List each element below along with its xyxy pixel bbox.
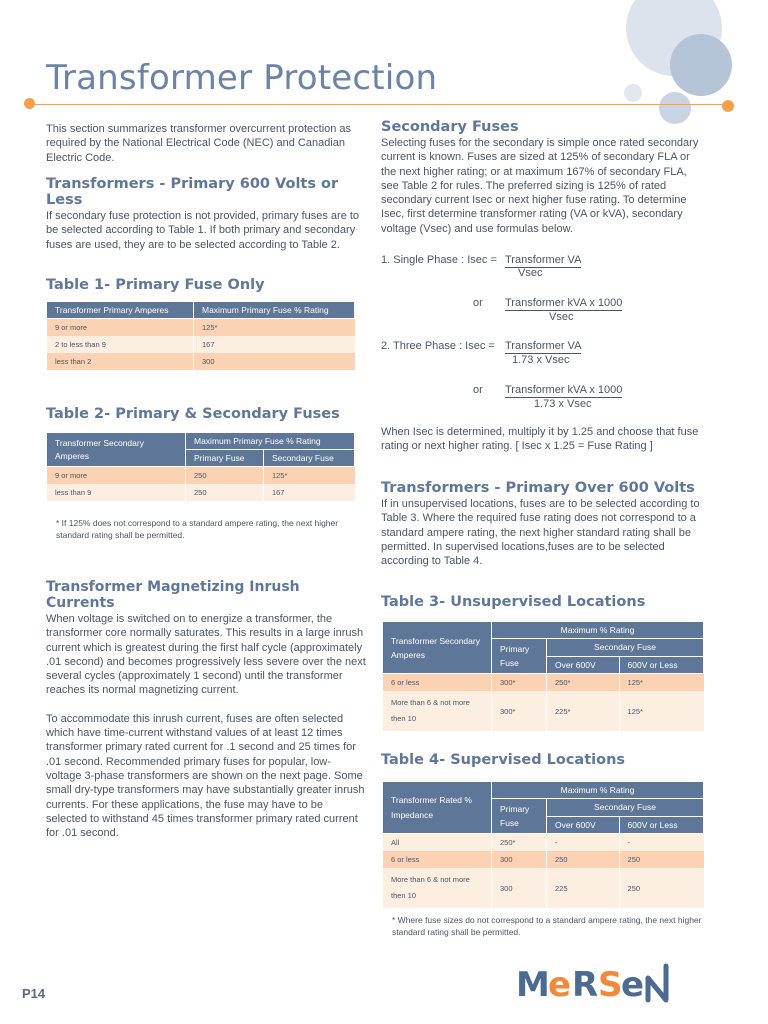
table-row [383, 851, 704, 868]
table-row [383, 834, 704, 852]
table-row [383, 691, 704, 731]
formula3-label: 2. Three Phase : Isec = [381, 340, 495, 352]
table-row [47, 484, 355, 501]
inrush-p2: To accommodate this inrush current, fuses are often selected which have time-current withstand values of at least 12 times transformer primary rated current for .1 second and 25 times for .01 second. Recommended primary fuses for popular, low-voltage 3-phase transformers are shown on the next page. Some small dry-type transformers may have substantially greater inrush currents. For these applications, the fuse may have to be selected to withstand 45 times transformer primary rated current for .01 second. [46, 712, 365, 840]
table1-cell: 9 or more [47, 319, 194, 337]
table3-cell: More than 6 & not more then 10 [383, 691, 492, 731]
svg-text:S: S [598, 965, 624, 1005]
table2-cell: 9 or more [47, 467, 186, 485]
table1-cell: less than 2 [47, 353, 194, 370]
table4-cell: 250 [547, 851, 620, 868]
table4-header-primary: Primary Fuse [492, 799, 547, 834]
table1-heading-wrap [46, 277, 265, 293]
secondary-after: When Isec is determined, multiply it by 1.25 and choose that fuse rating or next higher rating. [ Isec x 1.25 = Fuse Rating ] [381, 426, 699, 453]
table4-cell: 6 or less [383, 851, 492, 868]
table3-cell: 125* [619, 674, 703, 692]
decor-circle-medium [670, 34, 732, 96]
table4-header-600less: 600V or Less [619, 816, 703, 834]
table4-cell: - [619, 834, 703, 852]
formula-or-2: or [473, 384, 483, 396]
table4-note: * Where fuse sizes do not correspond to a standard ampere rating, the next higher standard rating shall be permitted. [392, 915, 702, 937]
table-row [47, 353, 355, 370]
table2 [46, 432, 355, 501]
intro-text: This section summarizes transformer overcurrent protection as required by the National Electrical Code (NEC) and Canadian Electric Code. [46, 123, 352, 164]
table4-cell: 250* [492, 834, 547, 852]
table-row [47, 467, 355, 485]
rule-dot-right [722, 100, 734, 112]
formula-or-1: or [473, 297, 483, 309]
table4-cell: 250 [619, 868, 703, 908]
table-row [383, 674, 704, 692]
inrush-section [46, 579, 366, 840]
formula2-den: Vsec [549, 311, 574, 323]
svg-text:e: e [621, 965, 646, 1005]
table3-header-over600: Over 600V [547, 656, 620, 674]
table1-cell: 167 [194, 336, 355, 353]
table3-cell: 6 or less [383, 674, 492, 692]
formula4-num-text: Transformer kVA x 1000 [505, 384, 623, 396]
inrush-heading: Transformer Magnetizing Inrush Currents [46, 579, 300, 611]
formula3-num-text: Transformer VA [505, 340, 582, 352]
title-rule [30, 104, 730, 105]
formula1-den: Vsec [518, 267, 543, 279]
table2-cell: 250 [186, 467, 264, 485]
table3-cell: 125* [619, 691, 703, 731]
table2-heading: Table 2- Primary & Secondary Fuses [46, 406, 340, 422]
table2-header-group: Maximum Primary Fuse % Rating [186, 433, 355, 450]
table3-header-secondary: Secondary Fuse [547, 639, 704, 657]
formula4-den: 1.73 x Vsec [534, 398, 592, 410]
svg-text:R: R [572, 965, 600, 1005]
table4-header-group: Maximum % Rating [492, 782, 704, 799]
table3-cell: 250* [547, 674, 620, 692]
secondary-heading: Secondary Fuses [381, 119, 519, 135]
secondary-text: Selecting fuses for the secondary is simple once rated secondary current is known. Fuses are sized at 125% of secondary FLA or the next higher rating; or at maximum 167% of secondary FLA, see Table 2 for rules. The preferred sizing is 125% of rated secondary current Isec or next higher fuse rating. To determine Isec, first determine transformer rating (VA or kVA), secondary voltage (Vsec) and use formulas below. [381, 137, 699, 235]
svg-text:e: e [548, 965, 573, 1005]
table3 [382, 621, 704, 731]
table3-header-600less: 600V or Less [619, 656, 703, 674]
table2-header-col1: Transformer Secondary Amperes [47, 433, 186, 467]
primary600-text: If secondary fuse protection is not provided, primary fuses are to be selected according to Table 1. If both primary and secondary fuses are used, they are to be selected according to Table 2. [46, 210, 360, 251]
table4-cell: More than 6 & not more then 10 [383, 868, 492, 908]
over600-section [381, 480, 711, 568]
formula3-num [505, 340, 581, 354]
table4-heading: Table 4- Supervised Locations [381, 752, 626, 768]
mersen-logo-icon [516, 960, 706, 1012]
table-row [383, 868, 704, 908]
formula4-num [505, 384, 622, 398]
table-row [47, 319, 355, 337]
primary600-section [46, 176, 366, 252]
table3-heading-wrap [381, 594, 645, 610]
primary600-heading: Transformers - Primary 600 Volts or Less [46, 176, 339, 208]
table4-cell: 250 [619, 851, 703, 868]
formula2-num-text: Transformer kVA x 1000 [505, 297, 623, 309]
table4-header-col1: Transformer Rated % Impedance [383, 782, 492, 834]
table1-cell: 125* [194, 319, 355, 337]
table3-heading: Table 3- Unsupervised Locations [381, 594, 646, 610]
page-number: P14 [22, 986, 46, 1001]
table2-heading-wrap [46, 406, 340, 422]
table1-cell: 300 [194, 353, 355, 370]
table4-cell: 300 [492, 851, 547, 868]
table2-cell: 250 [186, 484, 264, 501]
table3-cell: 300* [492, 691, 547, 731]
table1-header-col1: Transformer Primary Amperes [47, 302, 194, 319]
secondary-section [381, 119, 703, 236]
formula3-den: 1.73 x Vsec [512, 354, 570, 366]
table2-header-primary: Primary Fuse [186, 450, 264, 467]
table4 [382, 781, 704, 908]
rule-dot-left [24, 98, 35, 109]
table2-header-secondary: Secondary Fuse [263, 450, 354, 467]
formula1-num [505, 254, 581, 268]
table4-heading-wrap [381, 752, 625, 768]
over600-text: If in unsupervised locations, fuses are to be selected according to Table 3. Where the required fuse rating does not correspond to a standard ampere rating, the next higher standard rating shall be permitted. In supervised locations,fuses are to be selected according to Table 4. [381, 498, 700, 568]
table1-header-col2: Maximum Primary Fuse % Rating [194, 302, 355, 319]
decor-circle-tiny [624, 84, 642, 102]
mersen-logo [516, 960, 706, 1021]
table4-cell: 300 [492, 868, 547, 908]
formula2-num [505, 297, 622, 311]
table3-header-col1: Transformer Secondary Amperes [383, 622, 492, 674]
table2-cell: 167 [263, 484, 354, 501]
table2-cell: 125* [263, 467, 354, 485]
formula1-label: 1. Single Phase : Isec = [381, 254, 497, 266]
table1-heading: Table 1- Primary Fuse Only [46, 277, 265, 293]
table-row [47, 336, 355, 353]
table2-note: * If 125% does not correspond to a standard ampere rating, the next higher standard rating shall be permitted. [56, 518, 339, 540]
table4-header-over600: Over 600V [547, 816, 620, 834]
table4-cell: All [383, 834, 492, 852]
table2-cell: less than 9 [47, 484, 186, 501]
svg-text:M: M [516, 965, 551, 1005]
table3-cell: 300* [492, 674, 547, 692]
table1-cell: 2 to less than 9 [47, 336, 194, 353]
table4-cell: 225 [547, 868, 620, 908]
inrush-p1: When voltage is switched on to energize a transformer, the transformer core normally saturates. This results in a large inrush current which is greatest during the first half cycle (approximately .01 second) and becomes progressively less severe over the next several cycles (approximately 1 second) until the transformer reaches its normal magnetizing current. [46, 613, 366, 697]
table3-header-group: Maximum % Rating [492, 622, 704, 639]
over600-heading: Transformers - Primary Over 600 Volts [381, 480, 695, 496]
table4-cell: - [547, 834, 620, 852]
table3-header-primary: Primary Fuse [492, 639, 547, 674]
table4-header-secondary: Secondary Fuse [547, 799, 704, 817]
page-title: Transformer Protection [46, 58, 438, 98]
table1 [46, 301, 355, 370]
table3-cell: 225* [547, 691, 620, 731]
formula1-num-text: Transformer VA [505, 254, 582, 266]
